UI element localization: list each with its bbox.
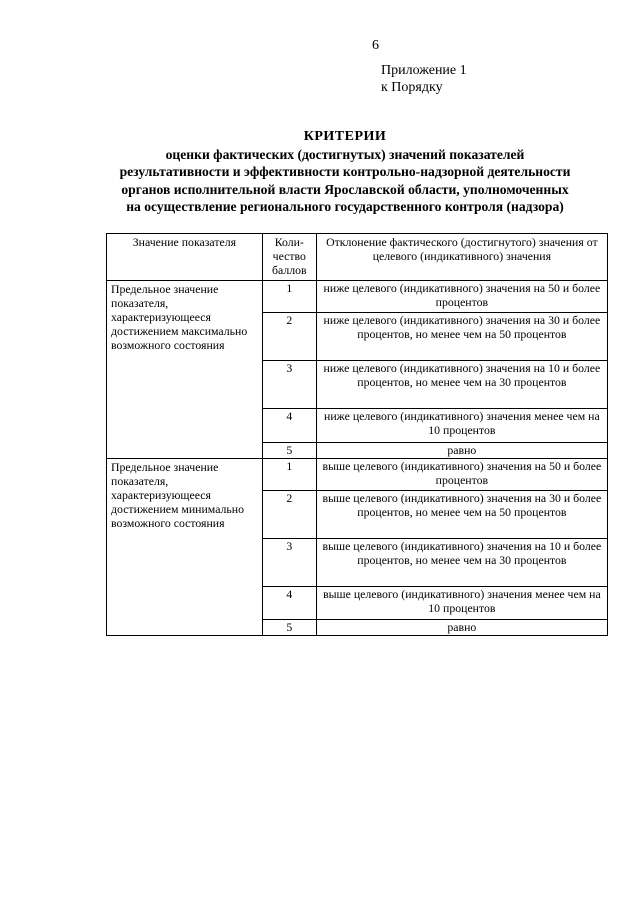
score-cell: 4 <box>262 587 316 620</box>
deviation-cell: выше целевого (индикативного) значения на 30 и более процентов, но менее чем на 50 процентов <box>316 491 607 539</box>
score-cell: 2 <box>262 313 316 361</box>
score-cell: 2 <box>262 491 316 539</box>
header-indicator-value: Значение показателя <box>107 234 263 281</box>
page-number: 6 <box>372 38 379 53</box>
header-score: Коли-чество баллов <box>262 234 316 281</box>
title-main: КРИТЕРИИ <box>303 129 387 144</box>
title-line: органов исполнительной власти Ярославской области, уполномоченных <box>121 181 569 197</box>
group-label: Предельное значение показателя, характеризующееся достижением минимально возможного состояния <box>107 459 263 636</box>
appendix-reference <box>381 62 467 96</box>
title-line: оценки фактических (достигнутых) значений показателей <box>165 146 525 162</box>
deviation-cell: ниже целевого (индикативного) значения на 50 и более процентов <box>316 281 607 313</box>
score-cell: 1 <box>262 459 316 491</box>
deviation-cell: выше целевого (индикативного) значения менее чем на 10 процентов <box>316 587 607 620</box>
title-line: на осуществление регионального государственного контроля (надзора) <box>126 199 564 214</box>
deviation-cell: выше целевого (индикативного) значения на 50 и более процентов <box>316 459 607 491</box>
table-row <box>107 281 608 313</box>
appendix-line: Приложение 1 <box>381 63 467 78</box>
appendix-line: к Порядку <box>381 80 443 95</box>
deviation-cell: равно <box>316 443 607 459</box>
criteria-table <box>106 233 608 636</box>
deviation-cell: ниже целевого (индикативного) значения менее чем на 10 процентов <box>316 409 607 443</box>
score-cell: 4 <box>262 409 316 443</box>
score-cell: 3 <box>262 361 316 409</box>
score-cell: 1 <box>262 281 316 313</box>
score-cell: 5 <box>262 620 316 636</box>
group-label: Предельное значение показателя, характеризующееся достижением максимально возможного состояния <box>107 281 263 459</box>
deviation-cell: ниже целевого (индикативного) значения на 30 и более процентов, но менее чем на 50 процентов <box>316 313 607 361</box>
deviation-cell: равно <box>316 620 607 636</box>
deviation-cell: выше целевого (индикативного) значения на 10 и более процентов, но менее чем на 30 процентов <box>316 539 607 587</box>
table-row <box>107 459 608 491</box>
header-deviation: Отклонение фактического (достигнутого) значения от целевого (индикативного) значения <box>316 234 607 281</box>
table-header-row <box>107 234 608 281</box>
title-line: результативности и эффективности контрольно-надзорной деятельности <box>119 164 571 179</box>
score-cell: 3 <box>262 539 316 587</box>
score-cell: 5 <box>262 443 316 459</box>
document-title <box>80 128 610 216</box>
deviation-cell: ниже целевого (индикативного) значения на 10 и более процентов, но менее чем на 30 процентов <box>316 361 607 409</box>
